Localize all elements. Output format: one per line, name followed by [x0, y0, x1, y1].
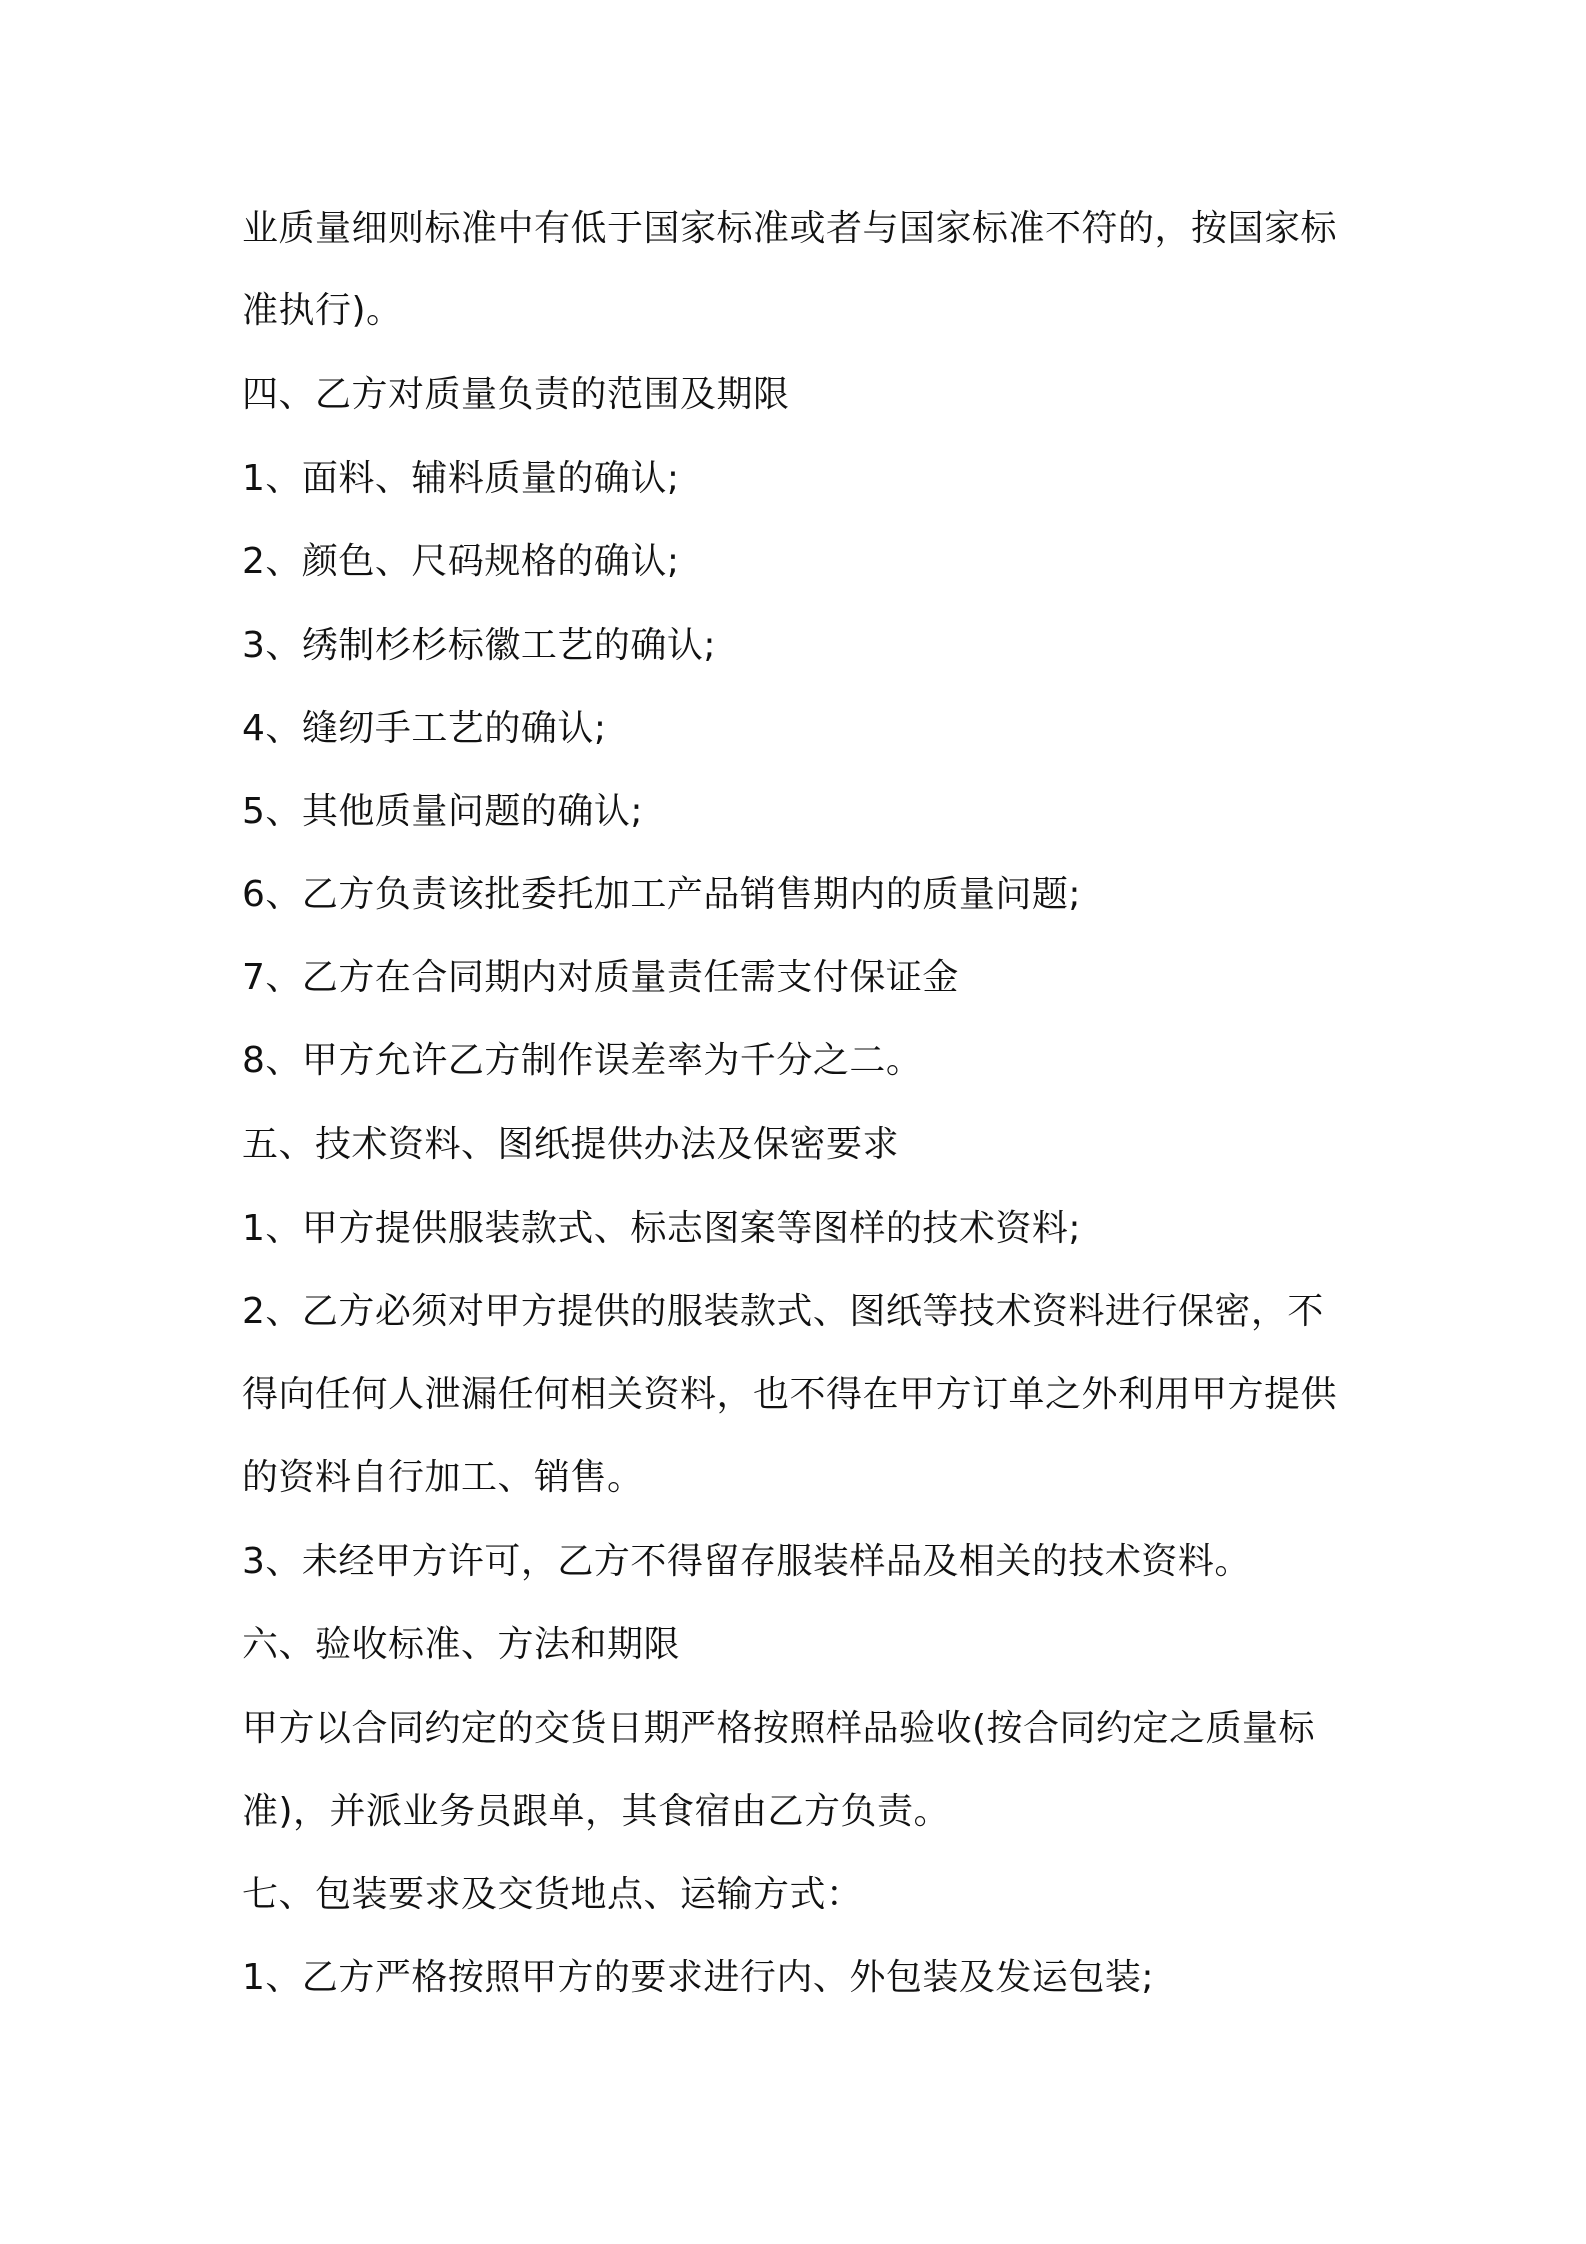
- paragraph-line: 得向任何人泄漏任何相关资料，也不得在甲方订单之外利用甲方提供: [242, 1374, 1338, 1415]
- list-item: 2、乙方必须对甲方提供的服装款式、图纸等技术资料进行保密，不: [242, 1291, 1324, 1332]
- list-item: 3、绣制杉杉标徽工艺的确认;: [242, 625, 717, 666]
- section-heading: 七、包装要求及交货地点、运输方式：: [242, 1874, 863, 1915]
- section-heading: 四、乙方对质量负责的范围及期限: [242, 374, 790, 415]
- list-item: 1、甲方提供服装款式、标志图案等图样的技术资料;: [242, 1208, 1082, 1249]
- list-item: 1、乙方严格按照甲方的要求进行内、外包装及发运包装;: [242, 1957, 1155, 1998]
- list-item: 8、甲方允许乙方制作误差率为千分之二。: [242, 1040, 923, 1081]
- paragraph-line: 准执行)。: [242, 290, 403, 331]
- section-heading: 六、验收标准、方法和期限: [242, 1624, 681, 1665]
- list-item: 6、乙方负责该批委托加工产品销售期内的质量问题;: [242, 874, 1082, 915]
- list-item: 2、颜色、尺码规格的确认;: [242, 541, 680, 582]
- list-item: 1、面料、辅料质量的确认;: [242, 458, 680, 499]
- paragraph-line: 准)，并派业务员跟单，其食宿由乙方负责。: [242, 1791, 951, 1832]
- paragraph-line: 的资料自行加工、销售。: [242, 1457, 644, 1498]
- paragraph-line: 甲方以合同约定的交货日期严格按照样品验收(按合同约定之质量标: [242, 1708, 1316, 1749]
- section-heading: 五、技术资料、图纸提供办法及保密要求: [242, 1124, 900, 1165]
- paragraph-line: 业质量细则标准中有低于国家标准或者与国家标准不符的，按国家标: [242, 208, 1338, 249]
- list-item: 4、缝纫手工艺的确认;: [242, 708, 607, 749]
- list-item: 7、乙方在合同期内对质量责任需支付保证金: [242, 957, 959, 998]
- list-item: 3、未经甲方许可，乙方不得留存服装样品及相关的技术资料。: [242, 1541, 1251, 1582]
- list-item: 5、其他质量问题的确认;: [242, 791, 644, 832]
